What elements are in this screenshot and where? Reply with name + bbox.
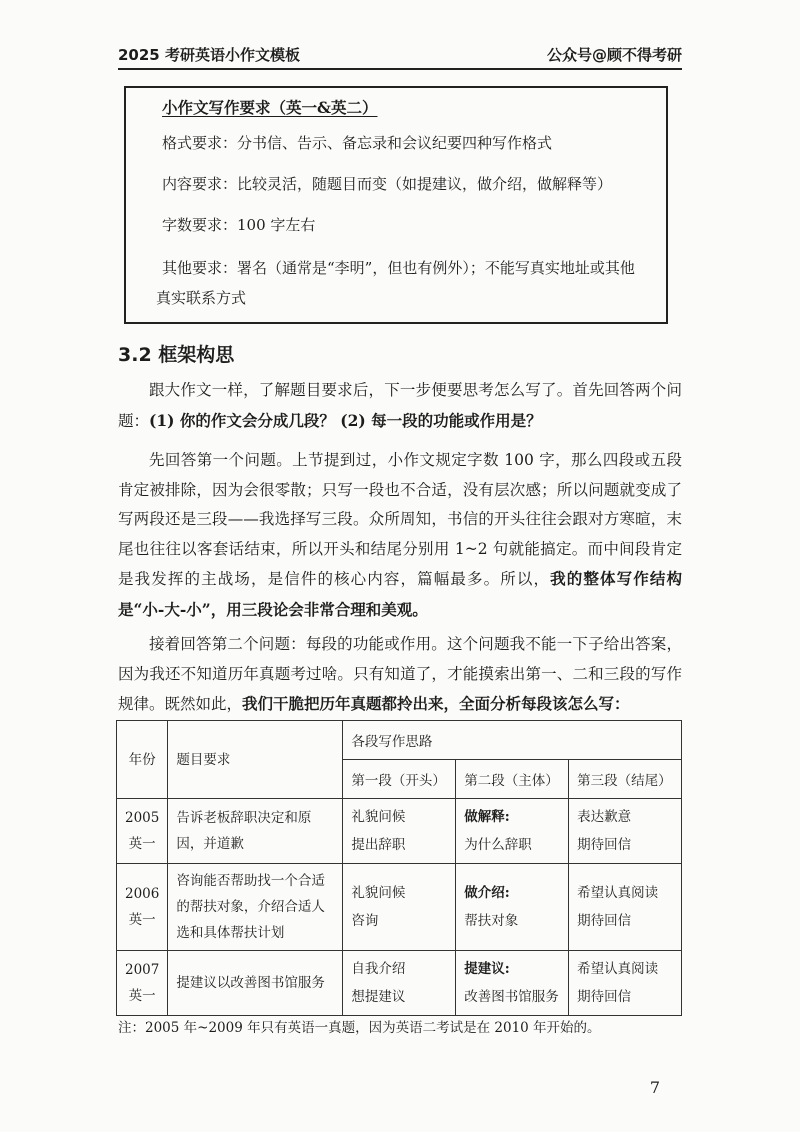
para-3-line: 期待回信 bbox=[577, 913, 632, 929]
exam-analysis-table bbox=[116, 720, 682, 1016]
para-2-heading: 做介绍: bbox=[464, 885, 510, 901]
para-1-line: 礼貌问候 bbox=[351, 885, 406, 901]
year-cell bbox=[117, 951, 168, 1016]
para-2-line: 帮扶对象 bbox=[464, 913, 519, 929]
para-3-line: 表达歉意 bbox=[577, 809, 632, 825]
table-row bbox=[117, 951, 682, 1016]
para-1-line: 礼貌问候 bbox=[351, 809, 406, 825]
paragraph-3 bbox=[118, 630, 682, 720]
paragraph-1 bbox=[118, 376, 682, 436]
year-cell bbox=[117, 799, 168, 864]
para-1-line: 咨询 bbox=[351, 913, 379, 929]
header-title: 2025 考研英语小作文模板 bbox=[118, 46, 300, 64]
topic-cell: 咨询能否帮助找一个合适的帮扶对象，介绍合适人选和具体帮扶计划 bbox=[168, 864, 343, 951]
header-paragraph-ideas: 各段写作思路 bbox=[343, 721, 682, 760]
topic-cell: 告诉老板辞职决定和原因，并道歉 bbox=[168, 799, 343, 864]
header-topic: 题目要求 bbox=[168, 721, 343, 799]
format-requirement: 格式要求：分书信、告示、备忘录和会议纪要四种写作格式 bbox=[162, 134, 553, 152]
paragraph-2-emphasis: 我的整体写作结构是“小-大-小”，用三段论会非常合理和美观。 bbox=[118, 569, 682, 619]
para-2-cell bbox=[456, 864, 569, 951]
para-2-line: 为什么辞职 bbox=[464, 837, 532, 853]
page-number: 7 bbox=[649, 1078, 660, 1097]
para-1-line: 想提建议 bbox=[351, 989, 406, 1005]
content-requirement: 内容要求：比较灵活，随题目而变（如提建议，做介绍，做解释等） bbox=[162, 175, 613, 193]
header-year: 年份 bbox=[117, 721, 168, 799]
para-1-cell bbox=[343, 799, 456, 864]
paragraph-2-text: 先回答第一个问题。上节提到过，小作文规定字数 100 字，那么四段或五段肯定被排除，因为会很零散；只写一段也不合适，没有层次感；所以问题就变成了写两段还是三段——我选择写三段。众所周知，书信的开头往往会跟对方寒暄，末尾也往往以客套话结束，所以开头和结尾分别用 1~2 句就能搞定。而中间段肯定是我发挥的主战场，是信件的核心内容，篇幅最多。所以， bbox=[118, 451, 682, 588]
topic-cell: 提建议以改善图书馆服务 bbox=[168, 951, 343, 1016]
requirements-title: 小作文写作要求（英一&英二） bbox=[162, 98, 378, 117]
exam-value: 英一 bbox=[128, 988, 156, 1004]
table-row bbox=[117, 864, 682, 951]
para-3-line: 期待回信 bbox=[577, 989, 632, 1005]
table-header-row bbox=[117, 721, 682, 760]
header-para-1: 第一段（开头） bbox=[343, 760, 456, 799]
exam-value: 英一 bbox=[128, 836, 156, 852]
para-2-heading: 提建议: bbox=[464, 961, 510, 977]
paragraph-2 bbox=[118, 446, 682, 625]
year-value: 2007 bbox=[125, 962, 160, 978]
para-3-line: 希望认真阅读 bbox=[577, 885, 659, 901]
requirements-box bbox=[124, 86, 668, 324]
para-3-line: 希望认真阅读 bbox=[577, 961, 659, 977]
para-1-line: 自我介绍 bbox=[351, 961, 406, 977]
para-3-cell bbox=[569, 951, 682, 1016]
header-para-2: 第二段（主体） bbox=[456, 760, 569, 799]
para-1-line: 提出辞职 bbox=[351, 837, 406, 853]
paragraph-1-emphasis: (1) 你的作文会分成几段？ (2) 每一段的功能或作用是？ bbox=[149, 410, 542, 430]
paragraph-3-text: 接着回答第二个问题：每段的功能或作用。这个问题我不能一下子给出答案，因为我还不知道历年真题考过啥。只有知道了，才能摸索出第一、二和三段的写作规律。既然如此， bbox=[118, 635, 682, 713]
header-account: 公众号@顾不得考研 bbox=[546, 46, 682, 64]
year-value: 2005 bbox=[125, 810, 160, 826]
para-2-cell bbox=[456, 799, 569, 864]
other-requirement: 其他要求：署名（通常是“李明”，但也有例外）；不能写真实地址或其他真实联系方式 bbox=[156, 259, 635, 307]
header-para-3: 第三段（结尾） bbox=[569, 760, 682, 799]
section-title: 3.2 框架构思 bbox=[118, 344, 235, 366]
wordcount-requirement: 字数要求：100 字左右 bbox=[162, 216, 316, 234]
para-1-cell bbox=[343, 864, 456, 951]
para-2-cell bbox=[456, 951, 569, 1016]
para-2-heading: 做解释: bbox=[464, 809, 510, 825]
para-3-cell bbox=[569, 799, 682, 864]
year-value: 2006 bbox=[125, 886, 160, 902]
para-2-line: 改善图书馆服务 bbox=[464, 989, 559, 1005]
para-3-cell bbox=[569, 864, 682, 951]
footnote: 注：2005 年~2009 年只有英语一真题，因为英语二考试是在 2010 年开始的。 bbox=[118, 1020, 601, 1036]
paragraph-3-emphasis: 我们干脆把历年真题都拎出来，全面分析每段该怎么写： bbox=[242, 694, 630, 713]
table-row bbox=[117, 799, 682, 864]
exam-value: 英一 bbox=[128, 912, 156, 928]
page-header bbox=[118, 40, 682, 70]
para-3-line: 期待回信 bbox=[577, 837, 632, 853]
year-cell bbox=[117, 864, 168, 951]
para-1-cell bbox=[343, 951, 456, 1016]
paragraph-1-text: 跟大作文一样，了解题目要求后，下一步便要思考怎么写了。首先回答两个问题： bbox=[118, 381, 682, 430]
